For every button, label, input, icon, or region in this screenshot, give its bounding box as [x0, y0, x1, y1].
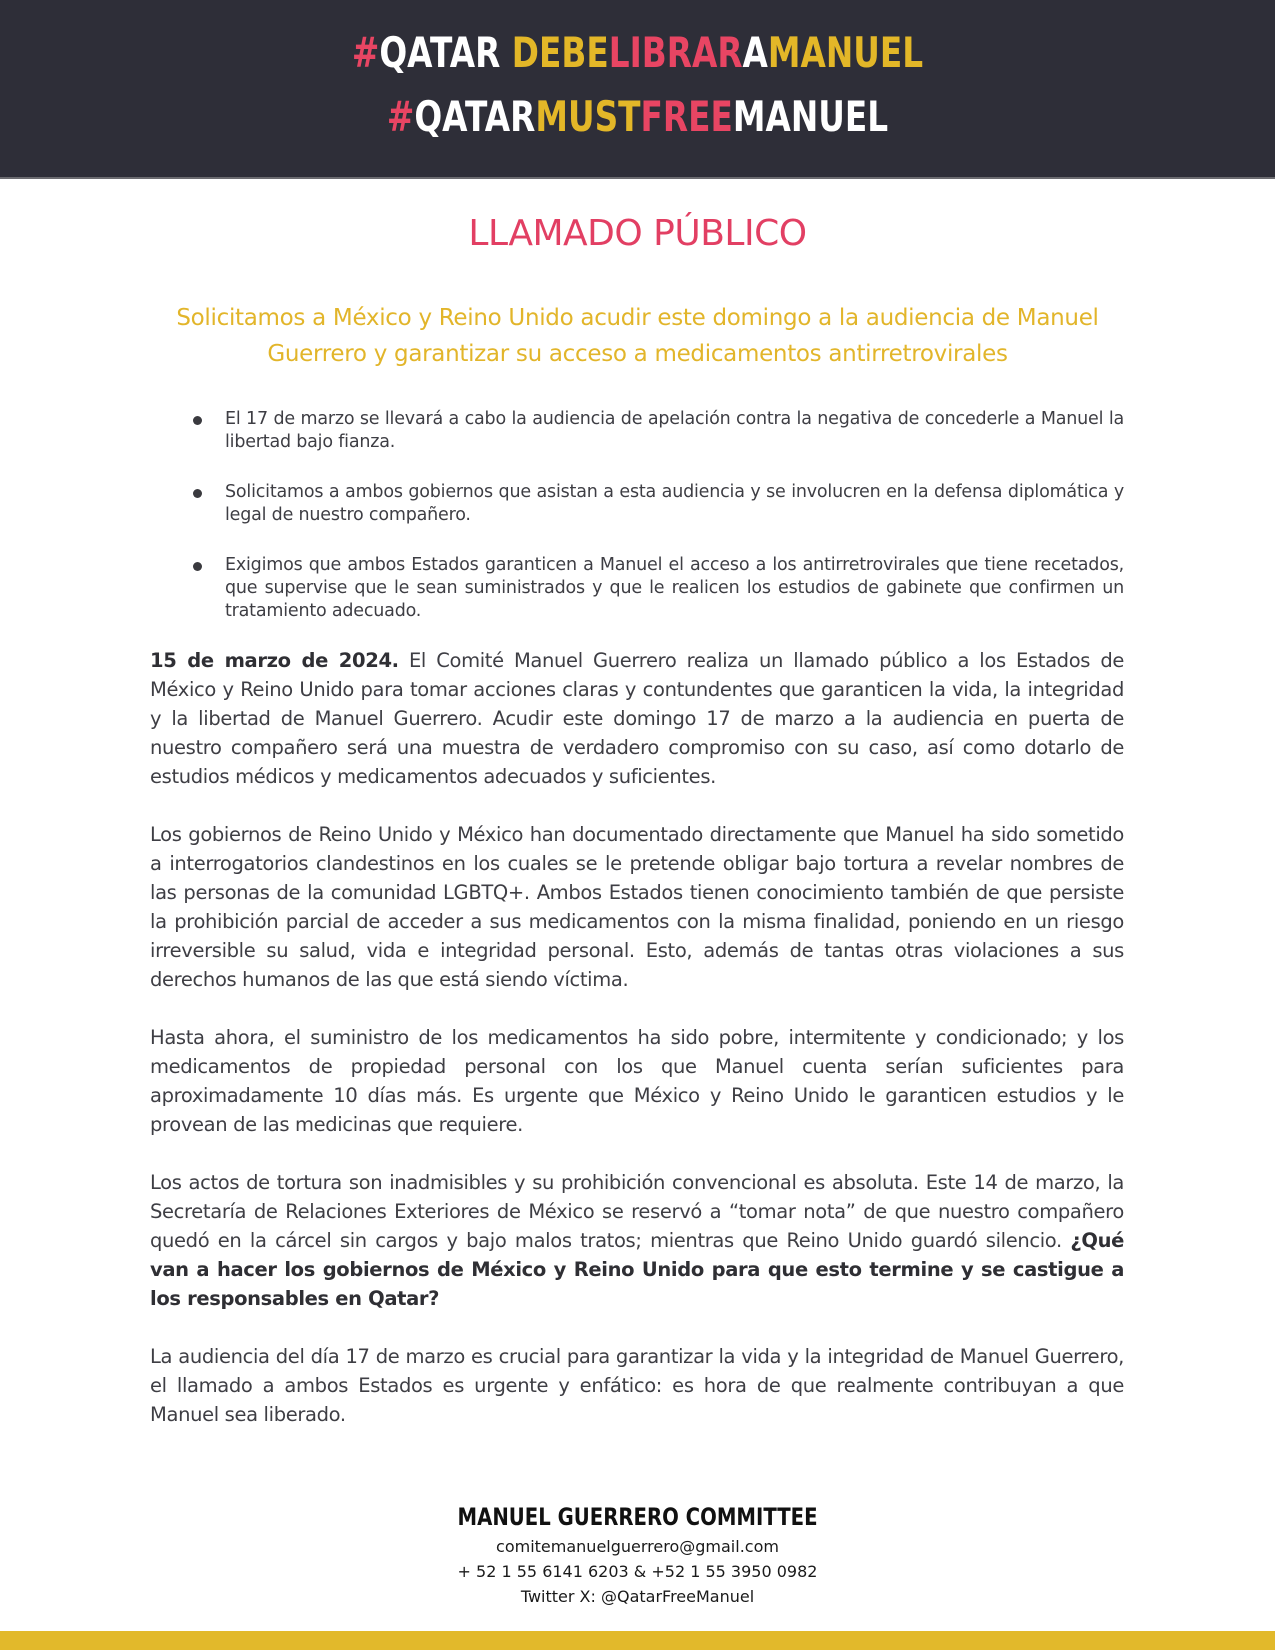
paragraph: La audiencia del día 17 de marzo es crucial para garantizar la vida y la integridad de Manuel Guerrero, el llamado a ambos Estados es urgente y enfático: es hora de que realmente contribuyan a que Manuel sea liberado.	[150, 1345, 1124, 1426]
paragraph: Los gobiernos de Reino Unido y México han documentado directamente que Manuel ha sido sometido a interrogatorios clandestinos en los cuales se le pretende obligar bajo tortura a revelar nombres de las personas de la comunidad LGBTQ+. Ambos Estados tienen conocimiento también de que persiste la prohibición parcial de acceder a sus medicamentos con la misma finalidad, poniendo en un riesgo irreversible su salud, vida e integridad personal. Esto, además de tantas otras violaciones a sus derechos humanos de las que está siendo víctima.	[150, 823, 1124, 991]
question-emphasis: ¿Qué van a hacer los gobiernos de México y Reino Unido para que esto termine y se castigue a los responsables en Qatar?	[150, 1229, 1124, 1310]
hashtag-segment: #	[351, 28, 380, 77]
phone-numbers: + 52 1 55 6141 6203 & +52 1 55 3950 0982	[457, 1562, 818, 1581]
bullet-icon	[193, 416, 202, 425]
bullet-list	[225, 408, 1124, 650]
hashtag-segment: QATAR	[414, 92, 536, 141]
hashtag-english	[140, 92, 1135, 141]
hashtag-segment: LIBRAR	[608, 28, 743, 77]
footer-contact	[0, 1500, 1275, 1609]
list-item-text: Solicitamos a ambos gobiernos que asistan a esta audiencia y se involucren en la defensa diplomática y legal de nuestro compañero.	[225, 482, 1124, 525]
bullet-icon	[193, 562, 202, 571]
paragraph	[150, 1168, 1124, 1313]
hashtag-segment: DEBE	[511, 28, 609, 77]
hashtag-segment: #	[386, 92, 415, 141]
hashtag-segment: QATAR	[379, 28, 512, 77]
paragraph	[150, 646, 1124, 791]
hashtag-banner	[0, 0, 1275, 179]
paragraph-text: El Comité Manuel Guerrero realiza un llamado público a los Estados de México y Reino Unido para tomar acciones claras y contundentes que garanticen la vida, la integridad y la libertad de Manuel Guerrero. Acudir este domingo 17 de marzo a la audiencia en puerta de nuestro compañero será una muestra de verdadero compromiso con su caso, así como dotarlo de estudios médicos y medicamentos adecuados y suficientes.	[150, 649, 1124, 788]
list-item	[225, 408, 1124, 454]
hashtag-segment: MUST	[535, 92, 641, 141]
subtitle: Solicitamos a México y Reino Unido acudir este domingo a la audiencia de Manuel Guerrero y garantizar su acceso a medicamentos antirretrovirales	[176, 305, 1099, 367]
list-item-text: Exigimos que ambos Estados garanticen a Manuel el acceso a los antirretrovirales que tiene recetados, que supervise que le sean suministrados y que le realicen los estudios de gabinete que confirmen un tratamiento adecuado.	[225, 555, 1124, 621]
committee-name: MANUEL GUERRERO COMMITTEE	[457, 1503, 818, 1531]
twitter-handle[interactable]: Twitter X: @QatarFreeManuel	[520, 1587, 755, 1606]
paragraph-text: Los actos de tortura son inadmisibles y su prohibición convencional es absoluta. Este 14 de marzo, la Secretaría de Relaciones Exteriores de México se reservó a “tomar nota” de que nuestro compañero quedó en la cárcel sin cargos y bajo malos tratos; mientras que Reino Unido guardó silencio.	[150, 1171, 1124, 1252]
list-item-text: El 17 de marzo se llevará a cabo la audiencia de apelación contra la negativa de concederle a Manuel la libertad bajo fianza.	[225, 409, 1124, 452]
paragraph: Hasta ahora, el suministro de los medicamentos ha sido pobre, intermitente y condicionado; y los medicamentos de propiedad personal con los que Manuel cuenta serían suficientes para aproximadamente 10 días más. Es urgente que México y Reino Unido le garanticen estudios y le provean de las medicinas que requiere.	[150, 1026, 1124, 1136]
body-text	[150, 646, 1124, 1458]
bottom-bar	[0, 1631, 1275, 1650]
hashtag-segment: A	[742, 28, 768, 77]
bullet-icon	[193, 489, 202, 498]
hashtag-spanish	[140, 28, 1135, 77]
date-label: 15 de marzo de 2024.	[150, 649, 399, 672]
email-link[interactable]: comitemanuelguerrero@gmail.com	[496, 1537, 779, 1556]
list-item	[225, 554, 1124, 623]
hashtag-segment: MANUEL	[767, 28, 924, 77]
list-item	[225, 481, 1124, 527]
page-title: LLAMADO PÚBLICO	[468, 213, 807, 254]
hashtag-segment: FREE	[640, 92, 733, 141]
hashtag-segment: MANUEL	[732, 92, 889, 141]
